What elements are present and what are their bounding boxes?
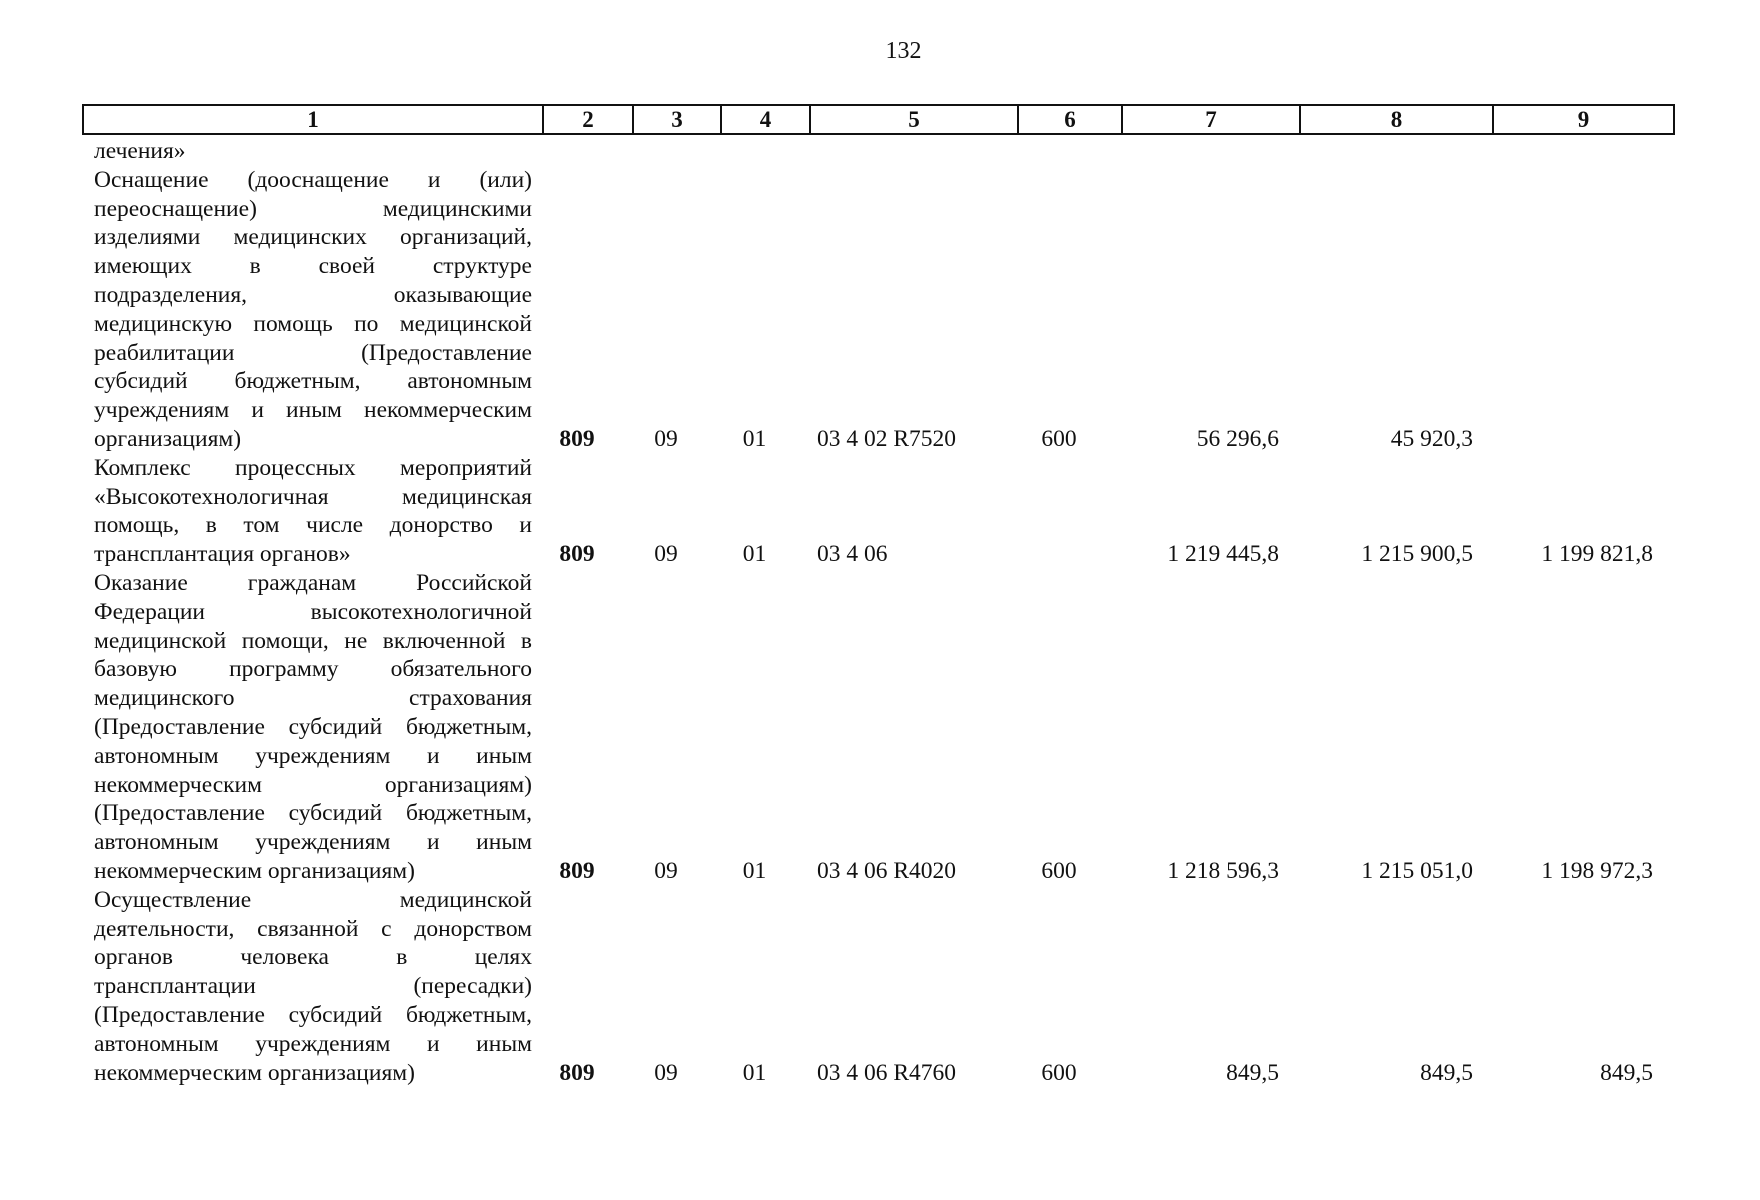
description-line: трансплантации (пересадки) — [94, 973, 532, 1000]
cell-amount-col7: 1 218 596,3 — [1167, 857, 1279, 884]
description-line: реабилитации (Предоставление — [94, 339, 532, 366]
column-header-1: 1 — [84, 106, 544, 133]
description-line: организациям) — [94, 425, 242, 452]
cell-ministry-code: 809 — [559, 541, 595, 568]
cell-subsection: 01 — [742, 857, 767, 884]
cell-section: 09 — [654, 1059, 678, 1086]
column-header-7: 7 — [1123, 106, 1301, 133]
description-line: субсидий бюджетным, автономным — [94, 368, 532, 395]
description-line: (Предоставление субсидий бюджетным, — [94, 800, 532, 827]
description-line: Федерации высокотехнологичной — [94, 598, 532, 625]
cell-ministry-code: 809 — [559, 1059, 595, 1086]
cell-amount-col8: 849,5 — [1420, 1059, 1473, 1086]
cell-expense-type: 600 — [1041, 425, 1077, 452]
cell-expense-type: 600 — [1041, 1059, 1077, 1086]
cell-amount-col8: 1 215 900,5 — [1361, 541, 1473, 568]
description-line: лечения» — [94, 138, 186, 164]
table-row — [82, 454, 1661, 569]
table-row — [82, 166, 1661, 454]
description-line: помощь, в том числе донорство и — [94, 512, 532, 539]
column-header-3: 3 — [634, 106, 722, 133]
description-line: переоснащение) медицинскими — [94, 195, 532, 222]
cell-expense-type: 600 — [1041, 857, 1077, 884]
description-line: медицинской помощи, не включенной в — [94, 627, 532, 654]
cell-amount-col8: 45 920,3 — [1390, 425, 1473, 452]
description-line: имеющих в своей структуре — [94, 253, 532, 280]
description-line: Комплекс процессных мероприятий — [94, 454, 532, 481]
description-line: подразделения, оказывающие — [94, 281, 532, 308]
cell-amount-col9: 849,5 — [1600, 1059, 1653, 1086]
cell-subsection: 01 — [742, 1059, 767, 1086]
description-line: изделиями медицинских организаций, — [94, 224, 532, 251]
description-line: деятельности, связанной с донорством — [94, 915, 532, 942]
description-line: автономным учреждениям и иным — [94, 829, 532, 856]
column-header-2: 2 — [544, 106, 634, 133]
description-line: учреждениям и иным некоммерческим — [94, 397, 532, 424]
description-line: «Высокотехнологичная медицинская — [94, 483, 532, 510]
row-description — [82, 569, 532, 886]
row-description — [82, 886, 532, 1088]
cell-ministry-code: 809 — [559, 857, 595, 884]
cell-amount-col9: 1 198 972,3 — [1541, 857, 1653, 884]
description-line: некоммерческим организациям) — [94, 1059, 415, 1086]
cell-ministry-code: 809 — [559, 425, 595, 452]
cell-section: 09 — [654, 857, 678, 884]
cell-target-article: 03 4 06 — [817, 541, 888, 568]
cell-amount-col9: 1 199 821,8 — [1541, 541, 1653, 568]
table-row — [82, 569, 1661, 886]
row-description — [82, 137, 532, 166]
cell-amount-col7: 849,5 — [1226, 1059, 1279, 1086]
description-line: Осуществление медицинской — [94, 886, 532, 913]
description-line: органов человека в целях — [94, 944, 532, 971]
column-header-8: 8 — [1301, 106, 1494, 133]
description-line: базовую программу обязательного — [94, 656, 532, 683]
column-header-9: 9 — [1577, 107, 1590, 132]
cell-amount-col8: 1 215 051,0 — [1361, 857, 1473, 884]
description-line: медицинского страхования — [94, 685, 532, 712]
page-number: 132 — [885, 38, 922, 64]
table-row — [82, 886, 1661, 1088]
column-header-6: 6 — [1019, 106, 1123, 133]
description-line: (Предоставление субсидий бюджетным, — [94, 1001, 532, 1028]
table-row — [82, 137, 1661, 166]
description-line: некоммерческим организациям) — [94, 771, 532, 798]
row-description — [82, 166, 532, 454]
table-body — [82, 137, 1661, 1087]
cell-target-article: 03 4 02 R7520 — [817, 425, 957, 452]
cell-amount-col7: 1 219 445,8 — [1167, 541, 1279, 568]
row-description — [82, 454, 532, 569]
description-line: некоммерческим организациям) — [94, 857, 415, 884]
description-line: (Предоставление субсидий бюджетным, — [94, 713, 532, 740]
cell-subsection: 01 — [742, 541, 767, 568]
description-line: медицинскую помощь по медицинской — [94, 310, 532, 337]
description-line: Оснащение (дооснащение и (или) — [94, 166, 532, 193]
cell-section: 09 — [654, 425, 678, 452]
table-header — [82, 104, 1675, 135]
cell-amount-col7: 56 296,6 — [1196, 425, 1279, 452]
cell-subsection: 01 — [742, 425, 767, 452]
cell-target-article: 03 4 06 R4760 — [817, 1059, 957, 1086]
description-line: автономным учреждениям и иным — [94, 742, 532, 769]
description-line: трансплантация органов» — [94, 541, 351, 568]
column-header-5: 5 — [811, 106, 1019, 133]
cell-target-article: 03 4 06 R4020 — [817, 857, 957, 884]
description-line: автономным учреждениям и иным — [94, 1030, 532, 1057]
description-line: Оказание гражданам Российской — [94, 569, 532, 596]
column-header-4: 4 — [722, 106, 811, 133]
cell-section: 09 — [654, 541, 678, 568]
